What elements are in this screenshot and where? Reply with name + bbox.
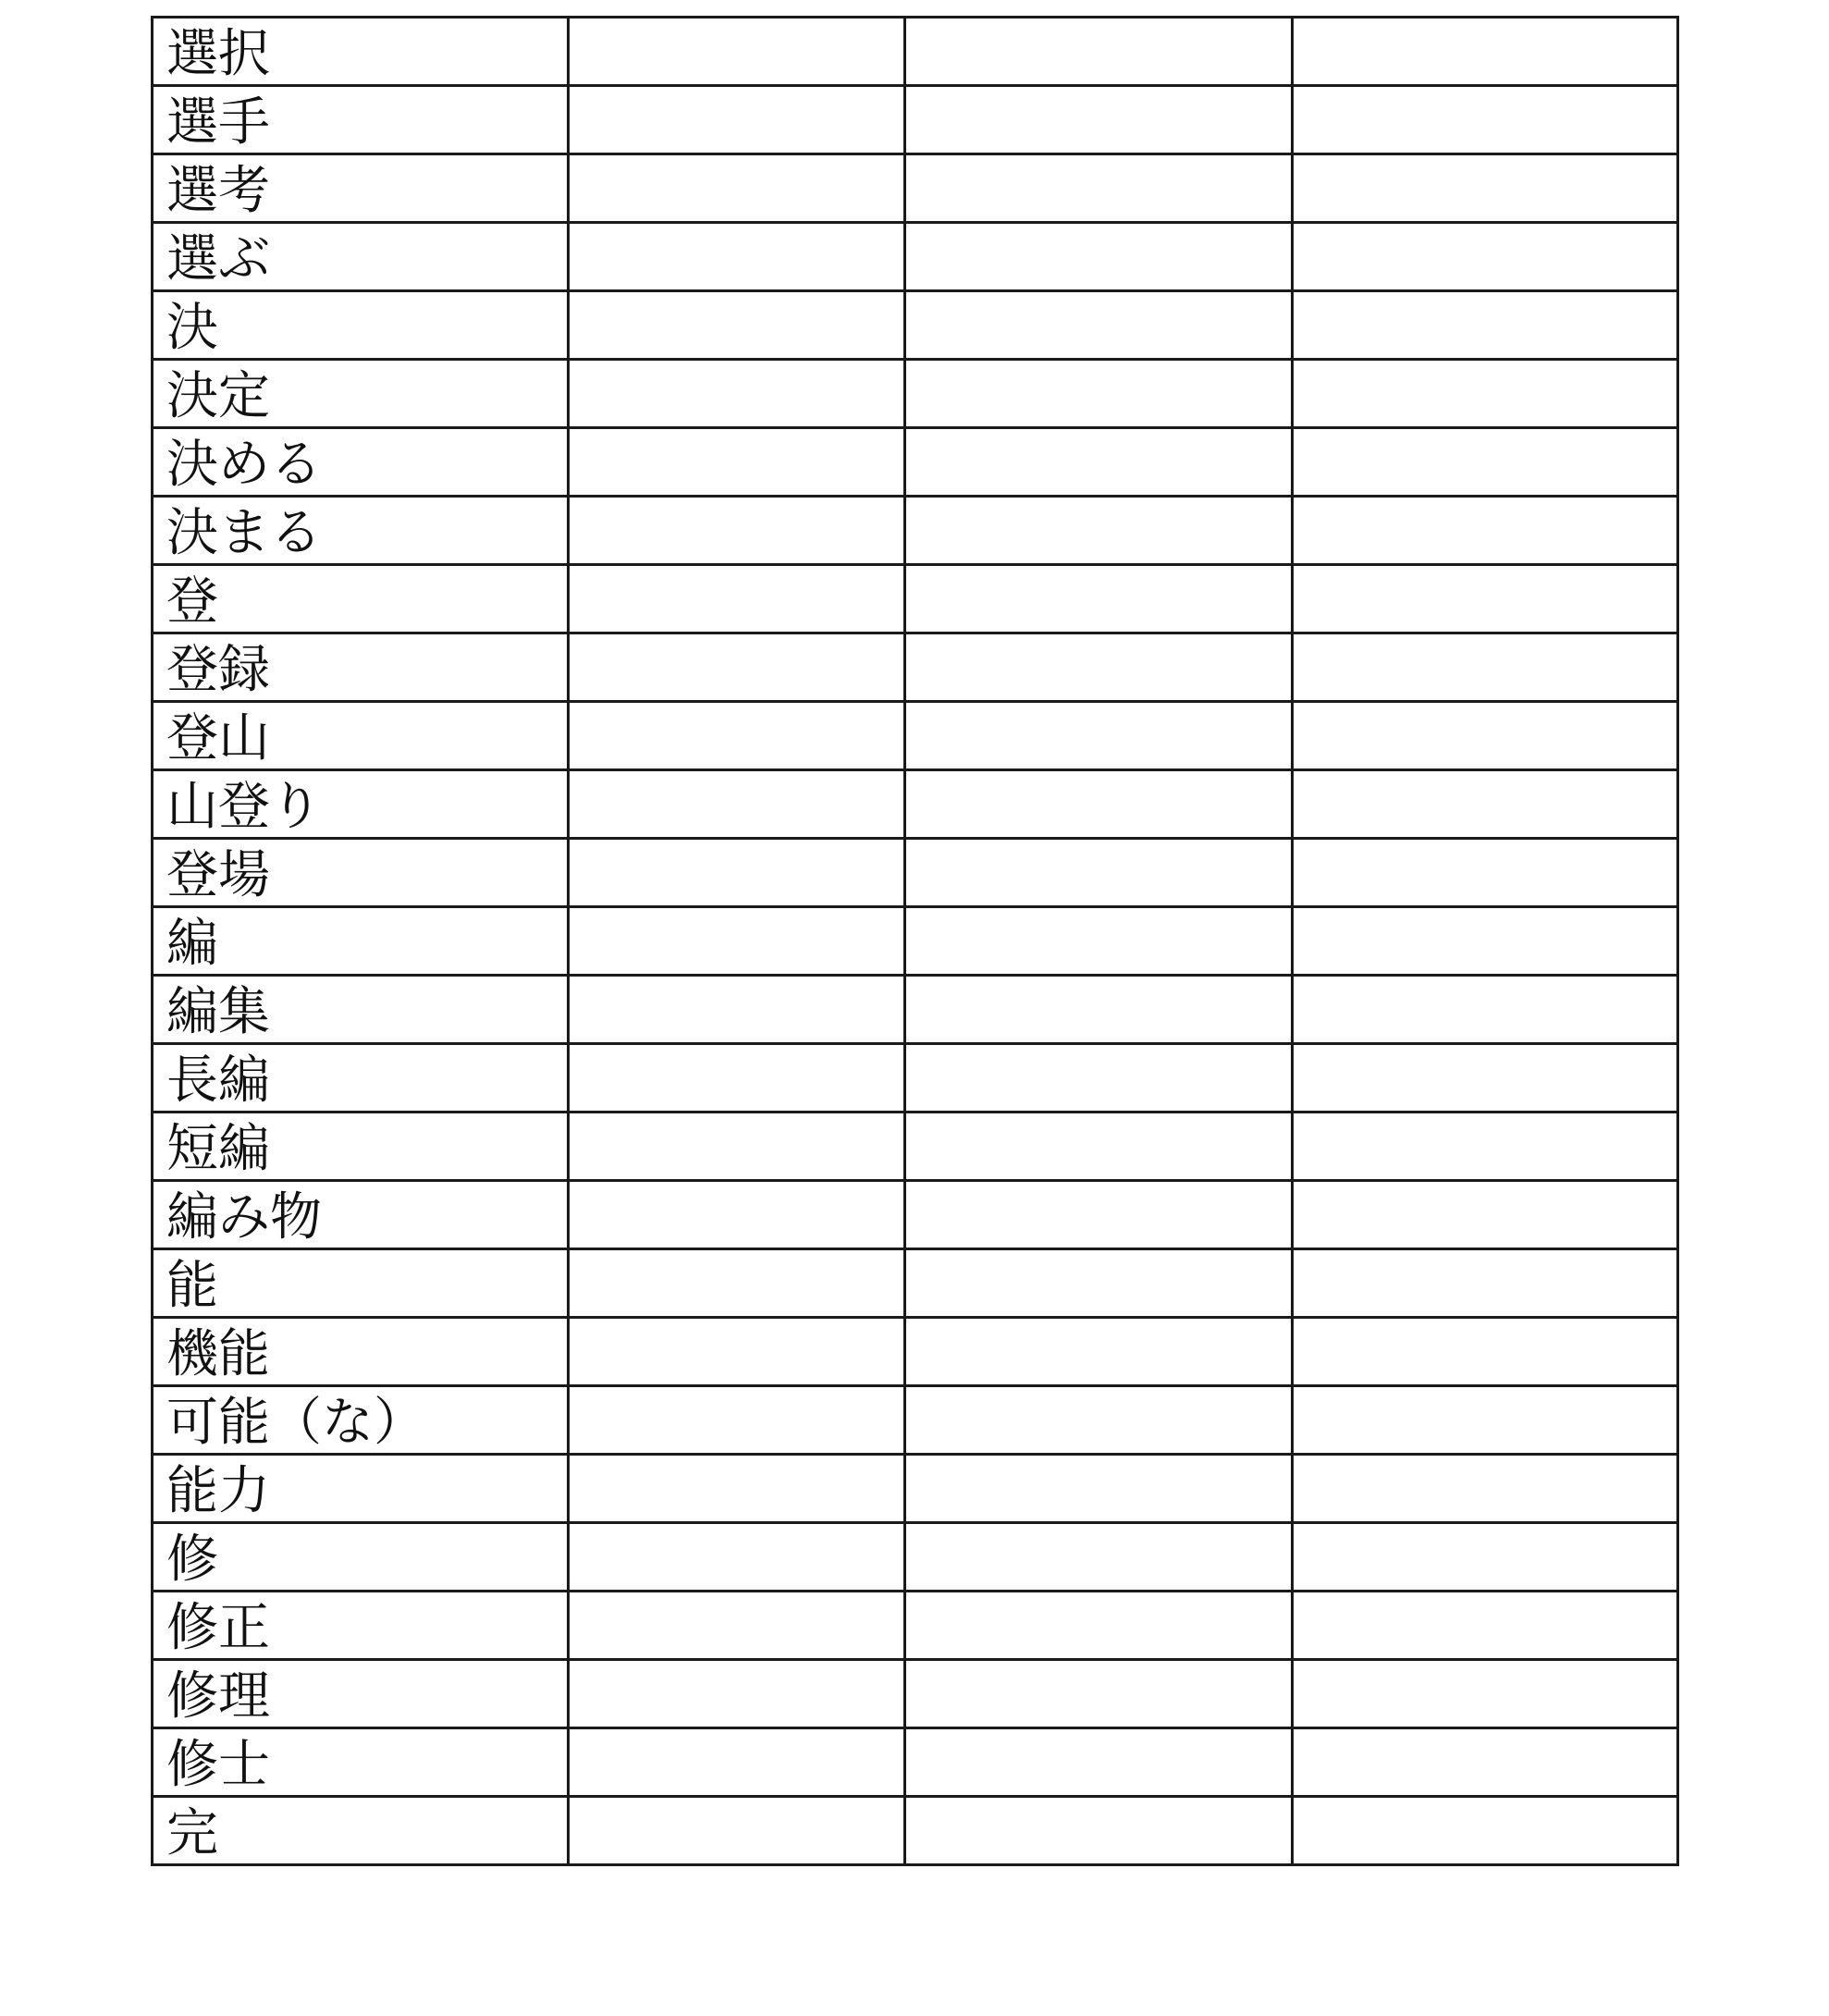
table-row — [153, 565, 1678, 633]
example-answer-cell[interactable] — [1293, 1797, 1678, 1865]
reading-answer-cell[interactable] — [569, 360, 905, 428]
reading-answer-cell[interactable] — [569, 633, 905, 702]
example-answer-cell[interactable] — [1293, 428, 1678, 497]
meaning-answer-cell[interactable] — [905, 1318, 1293, 1386]
example-answer-cell[interactable] — [1293, 360, 1678, 428]
kanji-term-cell: 決定 — [153, 360, 569, 428]
kanji-term-cell: 登 — [153, 565, 569, 633]
reading-answer-cell[interactable] — [569, 1249, 905, 1318]
table-row — [153, 1797, 1678, 1865]
table-row — [153, 839, 1678, 907]
table-row — [153, 907, 1678, 976]
table-row — [153, 223, 1678, 291]
example-answer-cell[interactable] — [1293, 1455, 1678, 1523]
table-row — [153, 1044, 1678, 1112]
example-answer-cell[interactable] — [1293, 1523, 1678, 1592]
table-row — [153, 1660, 1678, 1728]
kanji-term-cell: 可能（な） — [153, 1386, 569, 1455]
meaning-answer-cell[interactable] — [905, 1660, 1293, 1728]
table-row — [153, 976, 1678, 1044]
kanji-term-cell: 能力 — [153, 1455, 569, 1523]
example-answer-cell[interactable] — [1293, 702, 1678, 770]
kanji-term-cell: 修正 — [153, 1592, 569, 1660]
example-answer-cell[interactable] — [1293, 1249, 1678, 1318]
table-row — [153, 154, 1678, 223]
meaning-answer-cell[interactable] — [905, 565, 1293, 633]
kanji-term-cell: 完 — [153, 1797, 569, 1865]
meaning-answer-cell[interactable] — [905, 86, 1293, 154]
reading-answer-cell[interactable] — [569, 839, 905, 907]
example-answer-cell[interactable] — [1293, 839, 1678, 907]
meaning-answer-cell[interactable] — [905, 154, 1293, 223]
kanji-term-cell: 編 — [153, 907, 569, 976]
example-answer-cell[interactable] — [1293, 1318, 1678, 1386]
kanji-term-cell: 機能 — [153, 1318, 569, 1386]
meaning-answer-cell[interactable] — [905, 770, 1293, 839]
kanji-term-cell: 選ぶ — [153, 223, 569, 291]
meaning-answer-cell[interactable] — [905, 428, 1293, 497]
worksheet-body — [153, 18, 1678, 1865]
meaning-answer-cell[interactable] — [905, 1249, 1293, 1318]
meaning-answer-cell[interactable] — [905, 1728, 1293, 1797]
reading-answer-cell[interactable] — [569, 1318, 905, 1386]
meaning-answer-cell[interactable] — [905, 18, 1293, 86]
table-row — [153, 1112, 1678, 1181]
reading-answer-cell[interactable] — [569, 1797, 905, 1865]
table-row — [153, 633, 1678, 702]
reading-answer-cell[interactable] — [569, 291, 905, 360]
kanji-term-cell: 選手 — [153, 86, 569, 154]
meaning-answer-cell[interactable] — [905, 360, 1293, 428]
kanji-term-cell: 決まる — [153, 497, 569, 565]
table-row — [153, 1455, 1678, 1523]
reading-answer-cell[interactable] — [569, 18, 905, 86]
reading-answer-cell[interactable] — [569, 1455, 905, 1523]
table-row — [153, 1318, 1678, 1386]
kanji-term-cell: 登録 — [153, 633, 569, 702]
meaning-answer-cell[interactable] — [905, 1386, 1293, 1455]
kanji-term-cell: 登場 — [153, 839, 569, 907]
meaning-answer-cell[interactable] — [905, 1592, 1293, 1660]
meaning-answer-cell[interactable] — [905, 223, 1293, 291]
reading-answer-cell[interactable] — [569, 1660, 905, 1728]
table-row — [153, 1386, 1678, 1455]
example-answer-cell[interactable] — [1293, 1592, 1678, 1660]
reading-answer-cell[interactable] — [569, 497, 905, 565]
table-row — [153, 702, 1678, 770]
kanji-term-cell: 選考 — [153, 154, 569, 223]
example-answer-cell[interactable] — [1293, 976, 1678, 1044]
reading-answer-cell[interactable] — [569, 154, 905, 223]
table-row — [153, 18, 1678, 86]
reading-answer-cell[interactable] — [569, 976, 905, 1044]
kanji-term-cell: 山登り — [153, 770, 569, 839]
example-answer-cell[interactable] — [1293, 1660, 1678, 1728]
reading-answer-cell[interactable] — [569, 1044, 905, 1112]
example-answer-cell[interactable] — [1293, 18, 1678, 86]
reading-answer-cell[interactable] — [569, 907, 905, 976]
example-answer-cell[interactable] — [1293, 565, 1678, 633]
meaning-answer-cell[interactable] — [905, 633, 1293, 702]
reading-answer-cell[interactable] — [569, 702, 905, 770]
kanji-term-cell: 選択 — [153, 18, 569, 86]
reading-answer-cell[interactable] — [569, 428, 905, 497]
reading-answer-cell[interactable] — [569, 86, 905, 154]
reading-answer-cell[interactable] — [569, 1112, 905, 1181]
kanji-term-cell: 編集 — [153, 976, 569, 1044]
kanji-term-cell: 能 — [153, 1249, 569, 1318]
reading-answer-cell[interactable] — [569, 1181, 905, 1249]
vocabulary-worksheet-table — [151, 16, 1679, 1866]
kanji-term-cell: 決 — [153, 291, 569, 360]
example-answer-cell[interactable] — [1293, 633, 1678, 702]
example-answer-cell[interactable] — [1293, 1386, 1678, 1455]
table-row — [153, 1592, 1678, 1660]
reading-answer-cell[interactable] — [569, 1386, 905, 1455]
reading-answer-cell[interactable] — [569, 223, 905, 291]
reading-answer-cell[interactable] — [569, 1523, 905, 1592]
table-row — [153, 428, 1678, 497]
example-answer-cell[interactable] — [1293, 1728, 1678, 1797]
meaning-answer-cell[interactable] — [905, 1523, 1293, 1592]
meaning-answer-cell[interactable] — [905, 291, 1293, 360]
example-answer-cell[interactable] — [1293, 907, 1678, 976]
kanji-term-cell: 編み物 — [153, 1181, 569, 1249]
table-row — [153, 1181, 1678, 1249]
meaning-answer-cell[interactable] — [905, 976, 1293, 1044]
example-answer-cell[interactable] — [1293, 497, 1678, 565]
meaning-answer-cell[interactable] — [905, 1044, 1293, 1112]
example-answer-cell[interactable] — [1293, 1181, 1678, 1249]
kanji-term-cell: 長編 — [153, 1044, 569, 1112]
example-answer-cell[interactable] — [1293, 1044, 1678, 1112]
table-row — [153, 1523, 1678, 1592]
table-row — [153, 291, 1678, 360]
meaning-answer-cell[interactable] — [905, 497, 1293, 565]
kanji-term-cell: 修 — [153, 1523, 569, 1592]
kanji-term-cell: 修士 — [153, 1728, 569, 1797]
example-answer-cell[interactable] — [1293, 291, 1678, 360]
example-answer-cell[interactable] — [1293, 154, 1678, 223]
table-row — [153, 360, 1678, 428]
table-row — [153, 1249, 1678, 1318]
table-row — [153, 1728, 1678, 1797]
kanji-term-cell: 修理 — [153, 1660, 569, 1728]
example-answer-cell[interactable] — [1293, 1112, 1678, 1181]
table-row — [153, 86, 1678, 154]
table-row — [153, 770, 1678, 839]
meaning-answer-cell[interactable] — [905, 907, 1293, 976]
kanji-term-cell: 登山 — [153, 702, 569, 770]
table-row — [153, 497, 1678, 565]
meaning-answer-cell[interactable] — [905, 1455, 1293, 1523]
meaning-answer-cell[interactable] — [905, 1181, 1293, 1249]
example-answer-cell[interactable] — [1293, 223, 1678, 291]
reading-answer-cell[interactable] — [569, 565, 905, 633]
kanji-term-cell: 決める — [153, 428, 569, 497]
meaning-answer-cell[interactable] — [905, 1112, 1293, 1181]
reading-answer-cell[interactable] — [569, 1592, 905, 1660]
meaning-answer-cell[interactable] — [905, 839, 1293, 907]
reading-answer-cell[interactable] — [569, 1728, 905, 1797]
meaning-answer-cell[interactable] — [905, 1797, 1293, 1865]
kanji-term-cell: 短編 — [153, 1112, 569, 1181]
example-answer-cell[interactable] — [1293, 86, 1678, 154]
reading-answer-cell[interactable] — [569, 770, 905, 839]
example-answer-cell[interactable] — [1293, 770, 1678, 839]
meaning-answer-cell[interactable] — [905, 702, 1293, 770]
